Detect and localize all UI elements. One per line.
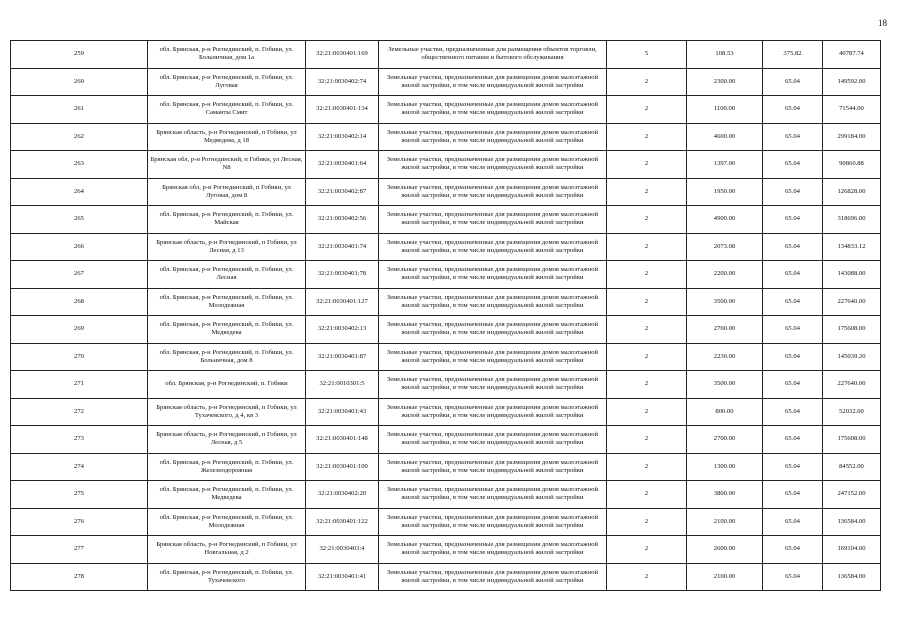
table-row bbox=[11, 398, 881, 426]
address-cell: обл. Брянская, р-н Рогнединский, п. Гобики bbox=[148, 371, 306, 399]
row-number: 271 bbox=[11, 371, 148, 399]
group-cell: 2 bbox=[607, 536, 687, 564]
group-cell: 2 bbox=[607, 563, 687, 591]
row-number: 266 bbox=[11, 233, 148, 261]
area-cell: 2300.00 bbox=[687, 68, 763, 96]
land-use-cell: Земельные участки, предназначенные для размещения объектов торговли, общественного питания и бытового обслуживания bbox=[379, 41, 607, 69]
table-row bbox=[11, 68, 881, 96]
land-use-cell: Земельные участки, предназначенные для размещения домов малоэтажной жилой застройки, в том числе индивидуальной жилой застройки bbox=[379, 206, 607, 234]
address-cell: обл. Брянская, р-н Рогнединский, п. Гобики, ул. Тухачевского bbox=[148, 563, 306, 591]
area-cell: 4900.00 bbox=[687, 206, 763, 234]
cadastral-value-cell: 318696.00 bbox=[823, 206, 881, 234]
specific-value-cell: 65.04 bbox=[763, 96, 823, 124]
address-cell: обл. Брянская, р-н Рогнединский, п. Гобики, ул. Саманты Смит bbox=[148, 96, 306, 124]
area-cell: 2073.08 bbox=[687, 233, 763, 261]
row-number: 273 bbox=[11, 426, 148, 454]
land-use-cell: Земельные участки, предназначенные для размещения домов малоэтажной жилой застройки, в том числе индивидуальной жилой застройки bbox=[379, 96, 607, 124]
table-row bbox=[11, 343, 881, 371]
cadastral-value-cell: 247152.00 bbox=[823, 481, 881, 509]
land-use-cell: Земельные участки, предназначенные для размещения домов малоэтажной жилой застройки, в том числе индивидуальной жилой застройки bbox=[379, 398, 607, 426]
specific-value-cell: 65.04 bbox=[763, 343, 823, 371]
cadastral-value-cell: 71544.00 bbox=[823, 96, 881, 124]
cadastral-value-cell: 136584.00 bbox=[823, 508, 881, 536]
cadastral-number-cell: 32:21:0030401:127 bbox=[306, 288, 379, 316]
address-cell: обл. Брянская, р-н Рогнединский, п. Гобики, ул. Медведева bbox=[148, 481, 306, 509]
address-cell: Брянская область, р-н Рогнединский, п Гобики, ул Лесная, д 13 bbox=[148, 233, 306, 261]
area-cell: 2230.00 bbox=[687, 343, 763, 371]
table-row bbox=[11, 563, 881, 591]
group-cell: 2 bbox=[607, 426, 687, 454]
address-cell: обл. Брянская, р-н Рогнединский, п. Гобики, ул. Железнодорожная bbox=[148, 453, 306, 481]
land-use-cell: Земельные участки, предназначенные для размещения домов малоэтажной жилой застройки, в том числе индивидуальной жилой застройки bbox=[379, 288, 607, 316]
area-cell: 2200.00 bbox=[687, 261, 763, 289]
row-number: 268 bbox=[11, 288, 148, 316]
group-cell: 2 bbox=[607, 178, 687, 206]
cadastral-value-cell: 169104.00 bbox=[823, 536, 881, 564]
specific-value-cell: 65.04 bbox=[763, 178, 823, 206]
specific-value-cell: 65.04 bbox=[763, 288, 823, 316]
group-cell: 2 bbox=[607, 398, 687, 426]
land-use-cell: Земельные участки, предназначенные для размещения домов малоэтажной жилой застройки, в том числе индивидуальной жилой застройки bbox=[379, 233, 607, 261]
cadastral-value-cell: 299184.00 bbox=[823, 123, 881, 151]
specific-value-cell: 65.04 bbox=[763, 151, 823, 179]
area-cell: 2100.00 bbox=[687, 508, 763, 536]
cadastral-number-cell: 32:21:0030401:169 bbox=[306, 41, 379, 69]
area-cell: 1950.00 bbox=[687, 178, 763, 206]
cadastral-value-cell: 175608.00 bbox=[823, 426, 881, 454]
area-cell: 1100.00 bbox=[687, 96, 763, 124]
land-registry-table bbox=[10, 40, 881, 591]
cadastral-number-cell: 32:21:0030401:43 bbox=[306, 398, 379, 426]
area-cell: 3500.00 bbox=[687, 371, 763, 399]
cadastral-number-cell: 32:21:0030403:4 bbox=[306, 536, 379, 564]
address-cell: Брянская обл, р-н Рогнединский, п Гобики, ул Лесная, N8 bbox=[148, 151, 306, 179]
address-cell: обл. Брянская, р-н Рогнединский, п. Гобики, ул. Больничная, дом 1а bbox=[148, 41, 306, 69]
specific-value-cell: 65.04 bbox=[763, 426, 823, 454]
row-number: 259 bbox=[11, 41, 148, 69]
row-number: 276 bbox=[11, 508, 148, 536]
group-cell: 2 bbox=[607, 151, 687, 179]
table-body bbox=[11, 41, 881, 591]
group-cell: 5 bbox=[607, 41, 687, 69]
group-cell: 2 bbox=[607, 343, 687, 371]
specific-value-cell: 65.04 bbox=[763, 233, 823, 261]
group-cell: 2 bbox=[607, 316, 687, 344]
table-row bbox=[11, 206, 881, 234]
land-use-cell: Земельные участки, предназначенные для размещения домов малоэтажной жилой застройки, в том числе индивидуальной жилой застройки bbox=[379, 536, 607, 564]
area-cell: 800.00 bbox=[687, 398, 763, 426]
row-number: 278 bbox=[11, 563, 148, 591]
table-row bbox=[11, 151, 881, 179]
address-cell: обл. Брянская, р-н Рогнединский, п. Гобики, ул. Молодежная bbox=[148, 508, 306, 536]
table-row bbox=[11, 316, 881, 344]
table-row bbox=[11, 123, 881, 151]
land-use-cell: Земельные участки, предназначенные для размещения домов малоэтажной жилой застройки, в том числе индивидуальной жилой застройки bbox=[379, 426, 607, 454]
cadastral-number-cell: 32:21:0030401:41 bbox=[306, 563, 379, 591]
specific-value-cell: 65.04 bbox=[763, 536, 823, 564]
cadastral-value-cell: 134833.12 bbox=[823, 233, 881, 261]
land-use-cell: Земельные участки, предназначенные для размещения домов малоэтажной жилой застройки, в том числе индивидуальной жилой застройки bbox=[379, 151, 607, 179]
table-row bbox=[11, 261, 881, 289]
row-number: 277 bbox=[11, 536, 148, 564]
specific-value-cell: 65.04 bbox=[763, 123, 823, 151]
cadastral-value-cell: 149592.00 bbox=[823, 68, 881, 96]
address-cell: обл. Брянская, р-н Рогнединский, п. Гобики, ул. Майская bbox=[148, 206, 306, 234]
area-cell: 3500.00 bbox=[687, 288, 763, 316]
address-cell: обл. Брянская, р-н Рогнединский, п. Гобики, ул. Луговая bbox=[148, 68, 306, 96]
specific-value-cell: 65.04 bbox=[763, 261, 823, 289]
address-cell: Брянская обл, р-н Рогнединский, п Гобики, ул Луговая, дом 8 bbox=[148, 178, 306, 206]
cadastral-value-cell: 52032.00 bbox=[823, 398, 881, 426]
cadastral-value-cell: 90860.88 bbox=[823, 151, 881, 179]
address-cell: обл. Брянская, р-н Рогнединский, п. Гобики, ул. Медведева bbox=[148, 316, 306, 344]
specific-value-cell: 65.04 bbox=[763, 316, 823, 344]
row-number: 262 bbox=[11, 123, 148, 151]
address-cell: обл. Брянская, р-н Рогнединский, п. Гобики, ул. Лесная bbox=[148, 261, 306, 289]
cadastral-number-cell: 32:21:0030401:134 bbox=[306, 96, 379, 124]
address-cell: Брянская область, р-н Рогнединский, п Гобики, ул Медведева, д 18 bbox=[148, 123, 306, 151]
table-row bbox=[11, 481, 881, 509]
cadastral-number-cell: 32:21:0010301:5 bbox=[306, 371, 379, 399]
cadastral-value-cell: 227640.00 bbox=[823, 371, 881, 399]
specific-value-cell: 65.04 bbox=[763, 453, 823, 481]
land-use-cell: Земельные участки, предназначенные для размещения домов малоэтажной жилой застройки, в том числе индивидуальной жилой застройки bbox=[379, 371, 607, 399]
group-cell: 2 bbox=[607, 68, 687, 96]
specific-value-cell: 65.04 bbox=[763, 481, 823, 509]
area-cell: 2700.00 bbox=[687, 426, 763, 454]
specific-value-cell: 65.04 bbox=[763, 563, 823, 591]
cadastral-value-cell: 143088.00 bbox=[823, 261, 881, 289]
area-cell: 1397.00 bbox=[687, 151, 763, 179]
address-cell: обл. Брянская, р-н Рогнединский, п. Гобики, ул. Молодежная bbox=[148, 288, 306, 316]
row-number: 269 bbox=[11, 316, 148, 344]
land-use-cell: Земельные участки, предназначенные для размещения домов малоэтажной жилой застройки, в том числе индивидуальной жилой застройки bbox=[379, 453, 607, 481]
cadastral-number-cell: 32:21:0030401:148 bbox=[306, 426, 379, 454]
table-row bbox=[11, 426, 881, 454]
land-use-cell: Земельные участки, предназначенные для размещения домов малоэтажной жилой застройки, в том числе индивидуальной жилой застройки bbox=[379, 123, 607, 151]
table-row bbox=[11, 371, 881, 399]
area-cell: 4600.00 bbox=[687, 123, 763, 151]
area-cell: 108.53 bbox=[687, 41, 763, 69]
land-use-cell: Земельные участки, предназначенные для размещения домов малоэтажной жилой застройки, в том числе индивидуальной жилой застройки bbox=[379, 261, 607, 289]
cadastral-number-cell: 32:21:0030402:14 bbox=[306, 123, 379, 151]
area-cell: 3800.00 bbox=[687, 481, 763, 509]
cadastral-value-cell: 126828.00 bbox=[823, 178, 881, 206]
page-number: 18 bbox=[878, 18, 887, 28]
cadastral-number-cell: 32:21:0030402:13 bbox=[306, 316, 379, 344]
table-row bbox=[11, 536, 881, 564]
group-cell: 2 bbox=[607, 96, 687, 124]
cadastral-value-cell: 145039.20 bbox=[823, 343, 881, 371]
address-cell: Брянская область, р-н Рогнединский, п Гобики, ул Тухачевского, д 4, кв 3 bbox=[148, 398, 306, 426]
table-row bbox=[11, 288, 881, 316]
land-use-cell: Земельные участки, предназначенные для размещения домов малоэтажной жилой застройки, в том числе индивидуальной жилой застройки bbox=[379, 343, 607, 371]
address-cell: Брянская область, р-н Рогнединский, п Гобики, ул Новгальная, д 2 bbox=[148, 536, 306, 564]
group-cell: 2 bbox=[607, 233, 687, 261]
land-use-cell: Земельные участки, предназначенные для размещения домов малоэтажной жилой застройки, в том числе индивидуальной жилой застройки bbox=[379, 508, 607, 536]
cadastral-number-cell: 32:21:0030402:20 bbox=[306, 481, 379, 509]
row-number: 267 bbox=[11, 261, 148, 289]
cadastral-number-cell: 32:21:0030401:87 bbox=[306, 343, 379, 371]
group-cell: 2 bbox=[607, 261, 687, 289]
address-cell: обл. Брянская, р-н Рогнединский, п. Гобики, ул. Больничная, дом 8 bbox=[148, 343, 306, 371]
table-row bbox=[11, 178, 881, 206]
cadastral-number-cell: 32:21:0030401:64 bbox=[306, 151, 379, 179]
row-number: 272 bbox=[11, 398, 148, 426]
cadastral-value-cell: 227640.00 bbox=[823, 288, 881, 316]
cadastral-value-cell: 136584.00 bbox=[823, 563, 881, 591]
group-cell: 2 bbox=[607, 453, 687, 481]
table-row bbox=[11, 96, 881, 124]
row-number: 261 bbox=[11, 96, 148, 124]
row-number: 265 bbox=[11, 206, 148, 234]
row-number: 260 bbox=[11, 68, 148, 96]
cadastral-number-cell: 32:21:0030402:74 bbox=[306, 68, 379, 96]
specific-value-cell: 65.04 bbox=[763, 371, 823, 399]
land-use-cell: Земельные участки, предназначенные для размещения домов малоэтажной жилой застройки, в том числе индивидуальной жилой застройки bbox=[379, 316, 607, 344]
group-cell: 2 bbox=[607, 123, 687, 151]
group-cell: 2 bbox=[607, 481, 687, 509]
land-use-cell: Земельные участки, предназначенные для размещения домов малоэтажной жилой застройки, в том числе индивидуальной жилой застройки bbox=[379, 68, 607, 96]
row-number: 274 bbox=[11, 453, 148, 481]
specific-value-cell: 65.04 bbox=[763, 206, 823, 234]
specific-value-cell: 65.04 bbox=[763, 398, 823, 426]
cadastral-number-cell: 32:21:0030402:87 bbox=[306, 178, 379, 206]
address-cell: Брянская область, р-н Рогнединский, п Гобики, ул Лесная, д 5 bbox=[148, 426, 306, 454]
cadastral-value-cell: 84552.00 bbox=[823, 453, 881, 481]
table-row bbox=[11, 233, 881, 261]
row-number: 275 bbox=[11, 481, 148, 509]
row-number: 264 bbox=[11, 178, 148, 206]
cadastral-number-cell: 32:21:0030401:78 bbox=[306, 261, 379, 289]
land-use-cell: Земельные участки, предназначенные для размещения домов малоэтажной жилой застройки, в том числе индивидуальной жилой застройки bbox=[379, 178, 607, 206]
cadastral-number-cell: 32:21:0030401:122 bbox=[306, 508, 379, 536]
table-row bbox=[11, 508, 881, 536]
area-cell: 2600.00 bbox=[687, 536, 763, 564]
group-cell: 2 bbox=[607, 508, 687, 536]
land-use-cell: Земельные участки, предназначенные для размещения домов малоэтажной жилой застройки, в том числе индивидуальной жилой застройки bbox=[379, 563, 607, 591]
land-use-cell: Земельные участки, предназначенные для размещения домов малоэтажной жилой застройки, в том числе индивидуальной жилой застройки bbox=[379, 481, 607, 509]
group-cell: 2 bbox=[607, 371, 687, 399]
cadastral-value-cell: 40787.74 bbox=[823, 41, 881, 69]
table-row bbox=[11, 453, 881, 481]
cadastral-number-cell: 32:21:0030401:100 bbox=[306, 453, 379, 481]
specific-value-cell: 65.04 bbox=[763, 508, 823, 536]
row-number: 270 bbox=[11, 343, 148, 371]
cadastral-value-cell: 175608.00 bbox=[823, 316, 881, 344]
cadastral-number-cell: 32:21:0030402:56 bbox=[306, 206, 379, 234]
area-cell: 1300.00 bbox=[687, 453, 763, 481]
specific-value-cell: 375.82 bbox=[763, 41, 823, 69]
specific-value-cell: 65.04 bbox=[763, 68, 823, 96]
group-cell: 2 bbox=[607, 288, 687, 316]
table-row bbox=[11, 41, 881, 69]
area-cell: 2700.00 bbox=[687, 316, 763, 344]
row-number: 263 bbox=[11, 151, 148, 179]
cadastral-number-cell: 32:21:0030401:74 bbox=[306, 233, 379, 261]
area-cell: 2100.00 bbox=[687, 563, 763, 591]
group-cell: 2 bbox=[607, 206, 687, 234]
